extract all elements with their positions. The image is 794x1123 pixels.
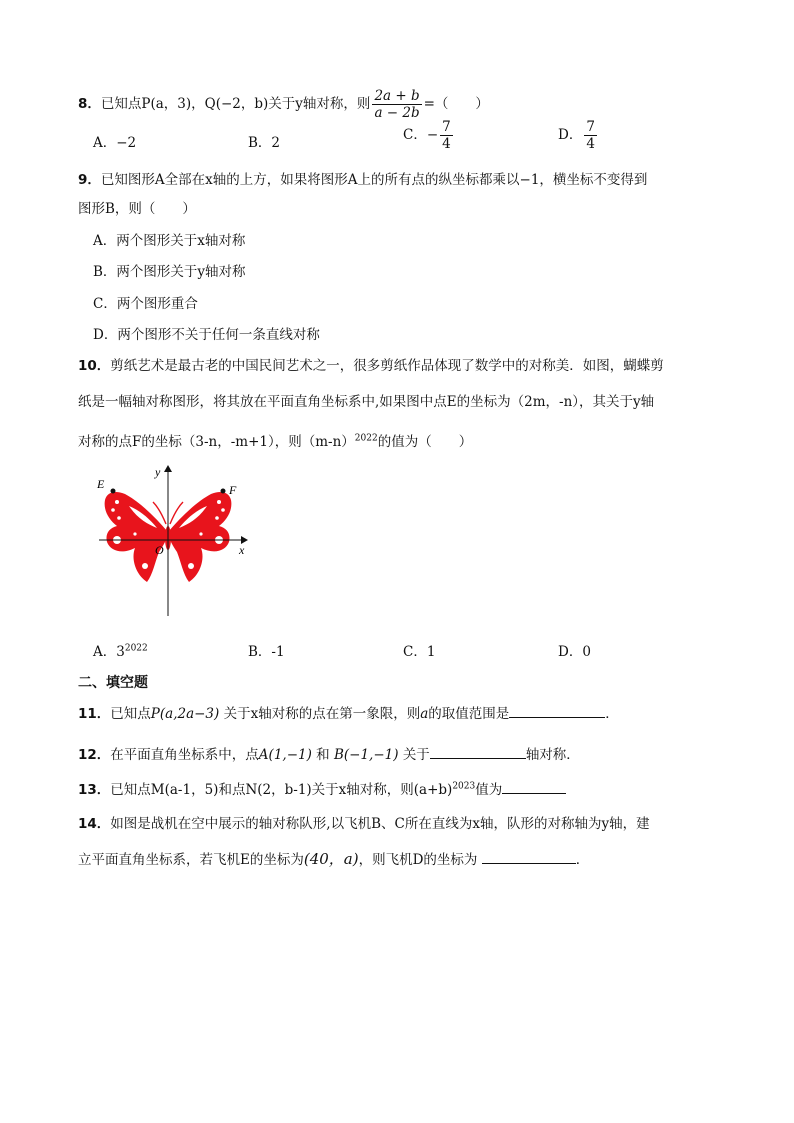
q8-option-b <box>248 131 280 151</box>
q11-point-p: P(a,2a−3) <box>150 706 220 722</box>
q12-number: 12． <box>78 747 111 763</box>
q14-text-line1: 如图是战机在空中展示的轴对称队形,以飞机B、C所在直线为x轴，队形的对称轴为y轴，建 <box>110 816 650 832</box>
q8-option-c-denominator: 4 <box>442 136 451 152</box>
q14-coordinate-e: (40，a) <box>303 850 359 868</box>
q12-stem <box>78 743 580 763</box>
q13-answer-blank[interactable] <box>502 781 566 794</box>
q8-option-d <box>558 119 599 152</box>
q10-text-line1: 剪纸艺术是最古老的中国民间艺术之一，很多剪纸作品体现了数学中的对称美．如图，蝴蝶剪 <box>110 358 664 374</box>
q8-frac-denominator: a − 2b <box>374 105 420 121</box>
q10-exponent: 2022 <box>354 433 378 444</box>
q8-option-d-label: D． <box>558 127 583 143</box>
q11-text-mid: 关于x轴对称的点在第一象限，则 <box>223 706 421 722</box>
q9-option-b: B．两个图形关于y轴对称 <box>93 264 246 280</box>
q13-exponent: 2023 <box>452 781 476 792</box>
q13-text-post: 值为 <box>475 782 503 798</box>
q14-text-line2a: 立平面直角坐标系，若飞机E的坐标为 <box>78 852 304 868</box>
q8-option-a-label: A． <box>93 135 117 151</box>
q8-option-c-numerator: 7 <box>442 119 451 135</box>
q8-option-c-sign: − <box>426 127 439 143</box>
q13-stem <box>78 778 566 798</box>
q8-option-d-numerator: 7 <box>586 119 595 135</box>
y-axis-label: y <box>155 465 161 479</box>
q8-option-c-label: C． <box>403 127 427 143</box>
q9-text-line1: 已知图形A全部在x轴的上方，如果将图形A上的所有点的纵坐标都乘以−1，横坐标不变得到 <box>100 172 648 188</box>
q9-stem-line1 <box>78 168 647 188</box>
q10-stem-line2: 纸是一幅轴对称图形，将其放在平面直角坐标系中,如果图中点E的坐标为（2m，-n），其关于y轴 <box>78 394 655 410</box>
q12-answer-blank[interactable] <box>430 746 526 759</box>
q13-number: 13． <box>78 782 111 798</box>
q9-option-d: D．两个图形不关于任何一条直线对称 <box>93 327 320 343</box>
q11-number: 11． <box>78 706 111 722</box>
q8-option-b-label: B． <box>248 135 272 151</box>
q14-stem-line1 <box>78 812 650 832</box>
q10-option-a <box>93 640 148 660</box>
q8-text: 已知点P(a，3)，Q(−2，b)关于y轴对称，则 <box>100 96 371 112</box>
point-f <box>221 489 226 494</box>
q9-option-c: C．两个图形重合 <box>93 296 198 312</box>
q14-text-line2b: ，则飞机D的坐标为 <box>358 852 478 868</box>
q11-variable: a <box>420 706 429 722</box>
q10-text-line3b: 的值为（ ） <box>377 434 473 450</box>
q12-and: 和 <box>316 747 330 763</box>
q8-frac-numerator: 2a + b <box>374 88 420 104</box>
q10-option-a-exponent: 2022 <box>124 643 148 654</box>
q11-text-post: 的取值范围是 <box>428 706 510 722</box>
q10-option-d: D．0 <box>558 644 591 660</box>
q9-stem-line2: 图形B，则（ ） <box>78 201 196 217</box>
q14-number: 14． <box>78 816 111 832</box>
q8-option-d-denominator: 4 <box>586 136 595 152</box>
q12-about: 关于 <box>402 747 430 763</box>
q8-option-c-fraction <box>440 119 453 152</box>
q14-end: ． <box>575 852 590 868</box>
q14-answer-blank[interactable] <box>482 851 576 864</box>
q8-stem <box>78 88 489 121</box>
q9-option-a: A．两个图形关于x轴对称 <box>93 233 246 249</box>
q12-text-post: 轴对称． <box>525 747 580 763</box>
q11-text-pre: 已知点 <box>110 706 151 722</box>
q10-option-c: C．1 <box>403 644 436 660</box>
q9-number: 9． <box>78 172 101 188</box>
point-e <box>111 489 116 494</box>
section-heading-fill-in: 二、填空题 <box>78 675 148 691</box>
butterfly-figure <box>95 462 255 622</box>
point-e-label: E <box>97 477 105 491</box>
q10-text-line3a: 对称的点F的坐标（3-n，-m+1），则（m-n） <box>78 434 355 450</box>
q10-stem-line3 <box>78 430 472 450</box>
q8-tail: =（ ） <box>423 96 489 112</box>
q10-stem-line1 <box>78 354 664 374</box>
q8-option-d-fraction <box>584 119 597 152</box>
q8-option-c <box>403 119 455 152</box>
q12-text-pre: 在平面直角坐标系中，点 <box>110 747 259 763</box>
q11-end: ． <box>605 706 619 722</box>
q13-text-pre: 已知点M(a-1，5)和点N(2，b-1)关于x轴对称，则(a+b) <box>110 782 453 798</box>
q10-option-a-label: A． <box>93 644 117 660</box>
point-f-label: F <box>229 483 237 497</box>
q8-fraction <box>372 88 421 121</box>
origin-label: O <box>155 543 164 557</box>
q8-number: 8． <box>78 96 101 112</box>
q8-option-a <box>93 131 136 151</box>
q14-stem-line2 <box>78 848 589 869</box>
q12-point-a: A(1,−1) <box>258 747 312 763</box>
q12-point-b: B(−1,−1) <box>333 747 399 763</box>
q11-stem <box>78 702 619 722</box>
q8-option-a-value: −2 <box>116 135 137 151</box>
x-axis-label: x <box>239 543 245 557</box>
q10-option-a-base: 3 <box>116 644 125 660</box>
q8-option-b-value: 2 <box>271 135 281 151</box>
q10-number: 10． <box>78 358 111 374</box>
q10-option-b: B．-1 <box>248 644 285 660</box>
q11-answer-blank[interactable] <box>509 705 605 718</box>
